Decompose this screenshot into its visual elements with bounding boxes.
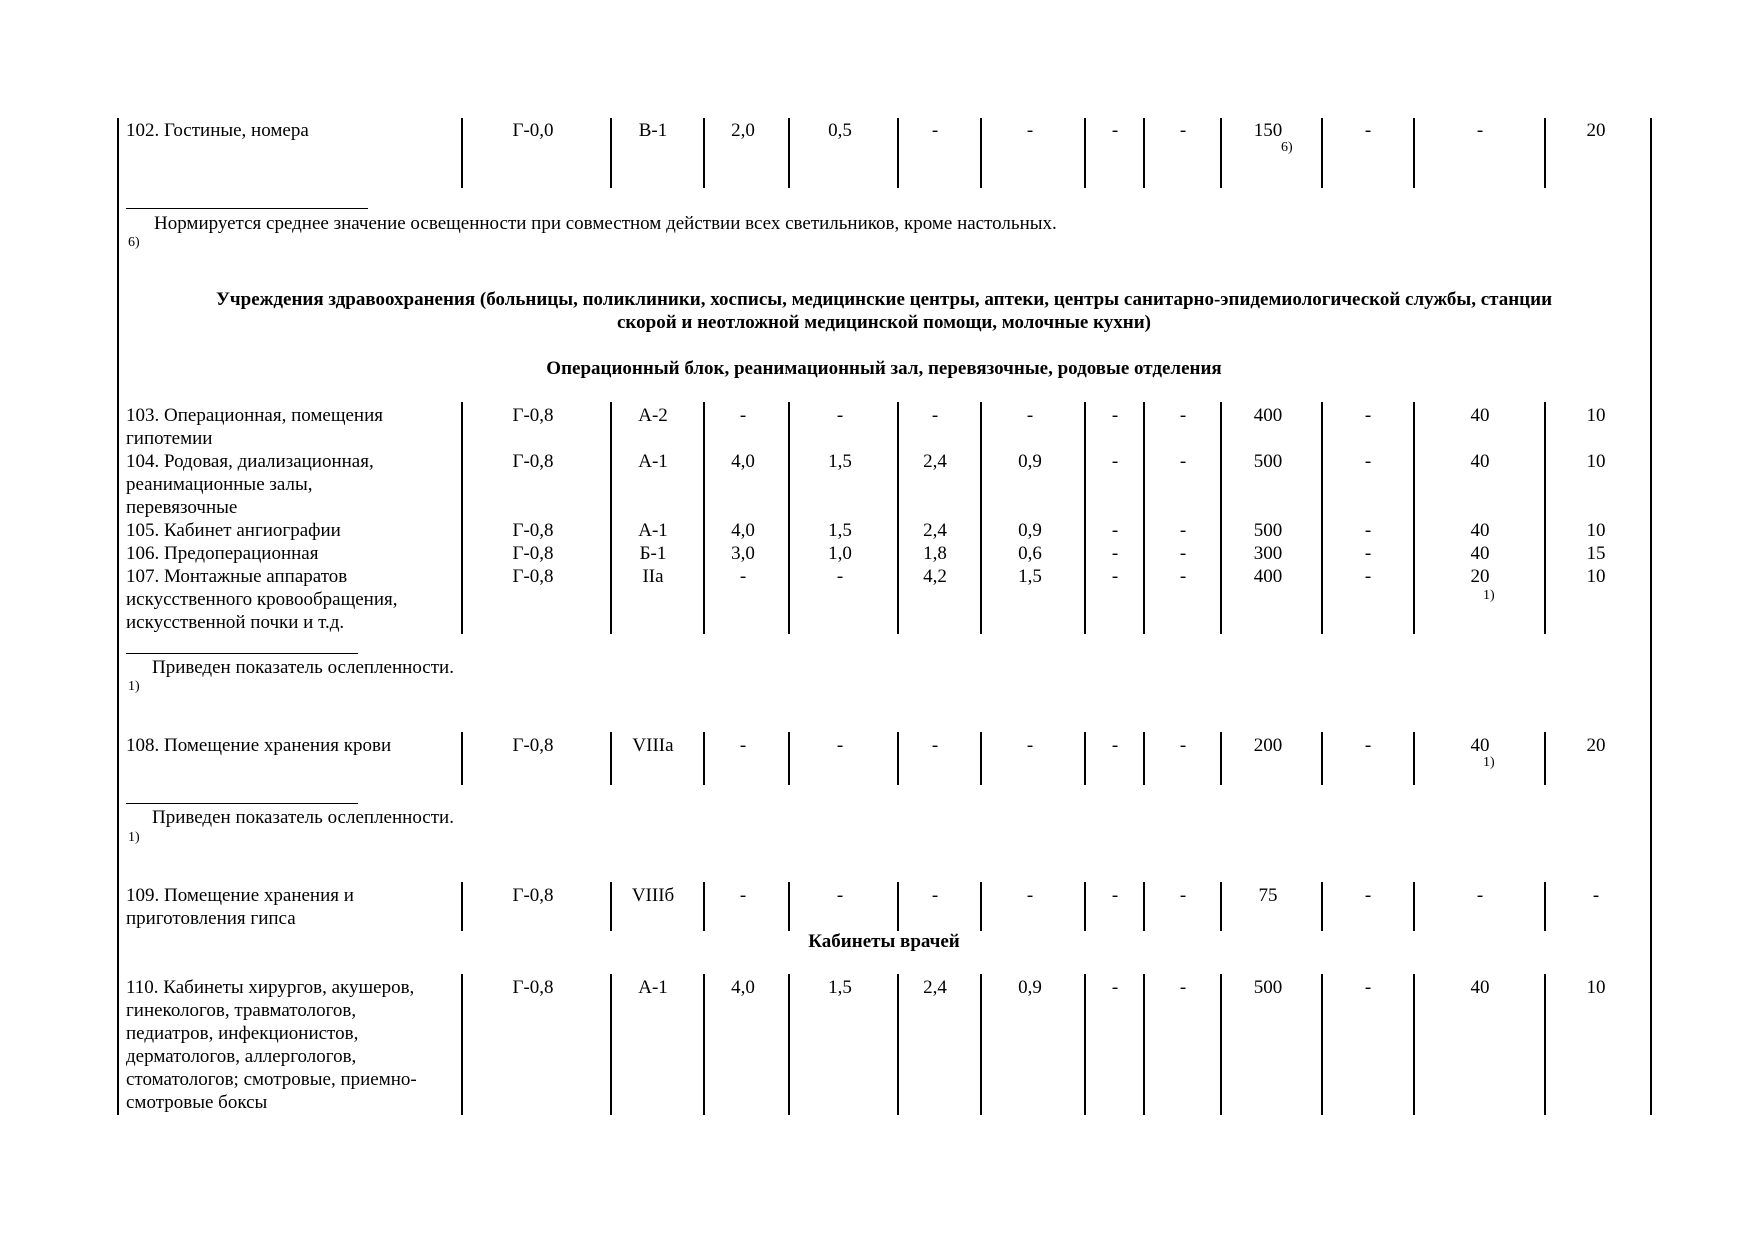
- table-cell: -: [1364, 543, 1372, 564]
- table-cell: 4,0: [731, 451, 755, 472]
- table-cell: 0,9: [1018, 520, 1042, 541]
- column-divider: [788, 974, 790, 1115]
- table-cell: -: [836, 566, 844, 587]
- footnote-separator: [126, 653, 358, 654]
- table-cell: -: [931, 885, 939, 906]
- footnote-reference: 1): [1483, 755, 1495, 770]
- table-cell: -: [1179, 405, 1187, 426]
- footnote-text: Приведен показатель ослепленности.: [152, 657, 454, 678]
- table-cell: 2,4: [923, 977, 947, 998]
- column-divider: [1143, 118, 1145, 188]
- table-cell: -: [1111, 120, 1119, 141]
- row-name: реанимационные залы,: [126, 474, 313, 495]
- table-cell: 20: [1470, 566, 1490, 587]
- row-name: перевязочные: [126, 497, 238, 518]
- table-cell: -: [1179, 566, 1187, 587]
- column-divider: [1220, 732, 1222, 785]
- table-cell: -: [1111, 451, 1119, 472]
- table-cell: 2,4: [923, 520, 947, 541]
- column-divider: [788, 118, 790, 188]
- table-cell: -: [1026, 120, 1034, 141]
- footnote-mark: 6): [128, 235, 140, 250]
- table-cell: -: [1111, 566, 1119, 587]
- table-cell: А-1: [638, 977, 668, 998]
- table-cell: 2,4: [923, 451, 947, 472]
- column-divider: [1321, 732, 1323, 785]
- table-cell: Г-0,8: [512, 885, 554, 906]
- row-name: 106. Предоперационная: [126, 543, 319, 564]
- column-divider: [1413, 402, 1415, 634]
- column-divider: [703, 118, 705, 188]
- column-divider: [703, 974, 705, 1115]
- column-divider: [980, 882, 982, 931]
- table-cell: 150: [1253, 120, 1283, 141]
- table-cell: -: [931, 120, 939, 141]
- table-cell: -: [1111, 405, 1119, 426]
- row-name: дерматологов, аллергологов,: [126, 1046, 357, 1067]
- row-name: гинекологов, травматологов,: [126, 1000, 357, 1021]
- row-name: 110. Кабинеты хирургов, акушеров,: [126, 977, 415, 998]
- column-divider: [980, 402, 982, 634]
- table-cell: -: [1111, 885, 1119, 906]
- table-cell: 10: [1586, 566, 1606, 587]
- table-cell: 4,0: [731, 520, 755, 541]
- table-cell: -: [1364, 405, 1372, 426]
- row-name: стоматологов; смотровые, приемно-: [126, 1069, 417, 1090]
- table-cell: VIIIб: [631, 885, 675, 906]
- table-cell: 1,5: [828, 451, 852, 472]
- column-divider: [897, 974, 899, 1115]
- column-divider: [703, 882, 705, 931]
- column-divider: [1220, 118, 1222, 188]
- table-cell: -: [1026, 405, 1034, 426]
- column-divider: [461, 118, 463, 188]
- column-divider: [1084, 974, 1086, 1115]
- column-divider: [1544, 402, 1546, 634]
- table-cell: -: [1364, 520, 1372, 541]
- table-cell: Г-0,0: [512, 120, 554, 141]
- table-cell: Г-0,8: [512, 543, 554, 564]
- table-cell: Б-1: [639, 543, 667, 564]
- row-name: 102. Гостиные, номера: [126, 120, 309, 141]
- row-name: гипотемии: [126, 428, 213, 449]
- table-cell: 40: [1470, 451, 1490, 472]
- table-cell: -: [836, 405, 844, 426]
- table-cell: Г-0,8: [512, 735, 554, 756]
- table-cell: 400: [1253, 405, 1283, 426]
- column-divider: [980, 974, 982, 1115]
- table-left-border: [117, 118, 119, 1115]
- column-divider: [1321, 882, 1323, 931]
- footnote-text: Нормируется среднее значение освещенности при совместном действии всех светильников, кроме настольных.: [154, 213, 1057, 234]
- table-cell: -: [1476, 120, 1484, 141]
- row-name: 105. Кабинет ангиографии: [126, 520, 341, 541]
- section-heading: Учреждения здравоохранения (больницы, поликлиники, хосписы, медицинские центры, аптеки, центры санитарно-эпидемиологической службы, станции: [215, 289, 1553, 310]
- table-cell: 200: [1253, 735, 1283, 756]
- table-cell: 20: [1586, 120, 1606, 141]
- table-cell: 4,0: [731, 977, 755, 998]
- column-divider: [897, 882, 899, 931]
- footnote-separator: [126, 208, 368, 209]
- table-cell: -: [739, 885, 747, 906]
- table-cell: -: [1179, 520, 1187, 541]
- table-cell: -: [1179, 543, 1187, 564]
- row-name: 103. Операционная, помещения: [126, 405, 384, 426]
- column-divider: [1084, 882, 1086, 931]
- column-divider: [610, 402, 612, 634]
- table-cell: 1,5: [828, 977, 852, 998]
- subsection-heading: Кабинеты врачей: [808, 931, 960, 952]
- column-divider: [1413, 882, 1415, 931]
- column-divider: [1084, 118, 1086, 188]
- row-name: 104. Родовая, диализационная,: [126, 451, 374, 472]
- column-divider: [1220, 402, 1222, 634]
- table-cell: 0,6: [1018, 543, 1042, 564]
- table-cell: 1,0: [828, 543, 852, 564]
- column-divider: [703, 732, 705, 785]
- table-cell: 15: [1586, 543, 1606, 564]
- table-cell: 2,0: [731, 120, 755, 141]
- table-cell: -: [1364, 735, 1372, 756]
- table-cell: -: [1111, 543, 1119, 564]
- table-cell: 40: [1470, 543, 1490, 564]
- column-divider: [1321, 402, 1323, 634]
- table-cell: Г-0,8: [512, 977, 554, 998]
- row-name: смотровые боксы: [126, 1092, 268, 1113]
- column-divider: [1084, 732, 1086, 785]
- column-divider: [980, 732, 982, 785]
- table-cell: -: [836, 735, 844, 756]
- column-divider: [897, 118, 899, 188]
- column-divider: [1143, 402, 1145, 634]
- row-name: 108. Помещение хранения крови: [126, 735, 392, 756]
- column-divider: [897, 732, 899, 785]
- table-cell: 1,5: [828, 520, 852, 541]
- table-cell: 40: [1470, 405, 1490, 426]
- column-divider: [788, 882, 790, 931]
- column-divider: [1413, 118, 1415, 188]
- table-cell: 500: [1253, 977, 1283, 998]
- table-cell: -: [1476, 885, 1484, 906]
- column-divider: [610, 974, 612, 1115]
- row-name: искусственной почки и т.д.: [126, 612, 345, 633]
- table-cell: 10: [1586, 977, 1606, 998]
- table-cell: -: [1179, 451, 1187, 472]
- column-divider: [897, 402, 899, 634]
- row-name: приготовления гипса: [126, 908, 296, 929]
- table-cell: 0,9: [1018, 451, 1042, 472]
- table-cell: А-1: [638, 451, 668, 472]
- column-divider: [1413, 974, 1415, 1115]
- row-name: 107. Монтажные аппаратов: [126, 566, 348, 587]
- column-divider: [1413, 732, 1415, 785]
- table-cell: -: [1026, 885, 1034, 906]
- table-cell: -: [739, 405, 747, 426]
- footnote-mark: 1): [128, 679, 140, 694]
- table-cell: 40: [1470, 520, 1490, 541]
- table-cell: А-2: [638, 405, 668, 426]
- table-cell: -: [739, 735, 747, 756]
- column-divider: [610, 732, 612, 785]
- table-cell: Г-0,8: [512, 566, 554, 587]
- table-cell: 4,2: [923, 566, 947, 587]
- table-cell: -: [1179, 735, 1187, 756]
- column-divider: [461, 732, 463, 785]
- column-divider: [1220, 974, 1222, 1115]
- column-divider: [1544, 974, 1546, 1115]
- table-cell: 0,5: [828, 120, 852, 141]
- table-cell: 1,5: [1018, 566, 1042, 587]
- table-cell: 75: [1258, 885, 1278, 906]
- table-cell: IIа: [642, 566, 664, 587]
- table-cell: Г-0,8: [512, 405, 554, 426]
- table-cell: 40: [1470, 977, 1490, 998]
- table-cell: 20: [1586, 735, 1606, 756]
- column-divider: [1544, 732, 1546, 785]
- table-cell: -: [739, 566, 747, 587]
- footnote-reference: 1): [1483, 588, 1495, 603]
- table-cell: Г-0,8: [512, 520, 554, 541]
- table-cell: -: [1111, 977, 1119, 998]
- table-cell: -: [1179, 885, 1187, 906]
- column-divider: [980, 118, 982, 188]
- table-cell: -: [1364, 120, 1372, 141]
- column-divider: [1220, 882, 1222, 931]
- table-cell: 500: [1253, 451, 1283, 472]
- table-cell: -: [1179, 120, 1187, 141]
- table-cell: В-1: [638, 120, 668, 141]
- row-name: педиатров, инфекционистов,: [126, 1023, 359, 1044]
- footnote-mark: 1): [128, 830, 140, 845]
- table-cell: -: [1364, 566, 1372, 587]
- row-name: искусственного кровообращения,: [126, 589, 398, 610]
- subsection-heading: Операционный блок, реанимационный зал, перевязочные, родовые отделения: [546, 358, 1222, 379]
- column-divider: [461, 974, 463, 1115]
- column-divider: [1544, 118, 1546, 188]
- row-name: 109. Помещение хранения и: [126, 885, 354, 906]
- column-divider: [1084, 402, 1086, 634]
- column-divider: [1143, 974, 1145, 1115]
- section-heading: скорой и неотложной медицинской помощи, молочные кухни): [617, 312, 1151, 333]
- table-cell: -: [931, 735, 939, 756]
- table-cell: 10: [1586, 451, 1606, 472]
- column-divider: [461, 402, 463, 634]
- column-divider: [1143, 732, 1145, 785]
- column-divider: [1321, 118, 1323, 188]
- table-cell: 0,9: [1018, 977, 1042, 998]
- table-cell: 1,8: [923, 543, 947, 564]
- footnote-text: Приведен показатель ослепленности.: [152, 807, 454, 828]
- table-cell: 300: [1253, 543, 1283, 564]
- table-cell: -: [836, 885, 844, 906]
- table-cell: -: [1026, 735, 1034, 756]
- table-cell: -: [1111, 735, 1119, 756]
- column-divider: [1143, 882, 1145, 931]
- column-divider: [788, 402, 790, 634]
- table-cell: 500: [1253, 520, 1283, 541]
- column-divider: [610, 118, 612, 188]
- table-cell: -: [1364, 885, 1372, 906]
- table-cell: -: [931, 405, 939, 426]
- table-cell: 3,0: [731, 543, 755, 564]
- column-divider: [1321, 974, 1323, 1115]
- column-divider: [703, 402, 705, 634]
- table-cell: 40: [1470, 735, 1490, 756]
- column-divider: [788, 732, 790, 785]
- table-cell: -: [1364, 451, 1372, 472]
- table-cell: -: [1364, 977, 1372, 998]
- table-cell: 10: [1586, 405, 1606, 426]
- table-cell: Г-0,8: [512, 451, 554, 472]
- table-cell: -: [1111, 520, 1119, 541]
- table-cell: -: [1592, 885, 1600, 906]
- column-divider: [610, 882, 612, 931]
- footnote-separator: [126, 803, 358, 804]
- table-right-border: [1650, 118, 1652, 1115]
- table-cell: VIIIа: [632, 735, 674, 756]
- column-divider: [1544, 882, 1546, 931]
- table-cell: А-1: [638, 520, 668, 541]
- footnote-reference: 6): [1281, 140, 1293, 155]
- table-cell: -: [1179, 977, 1187, 998]
- table-cell: 400: [1253, 566, 1283, 587]
- column-divider: [461, 882, 463, 931]
- table-cell: 10: [1586, 520, 1606, 541]
